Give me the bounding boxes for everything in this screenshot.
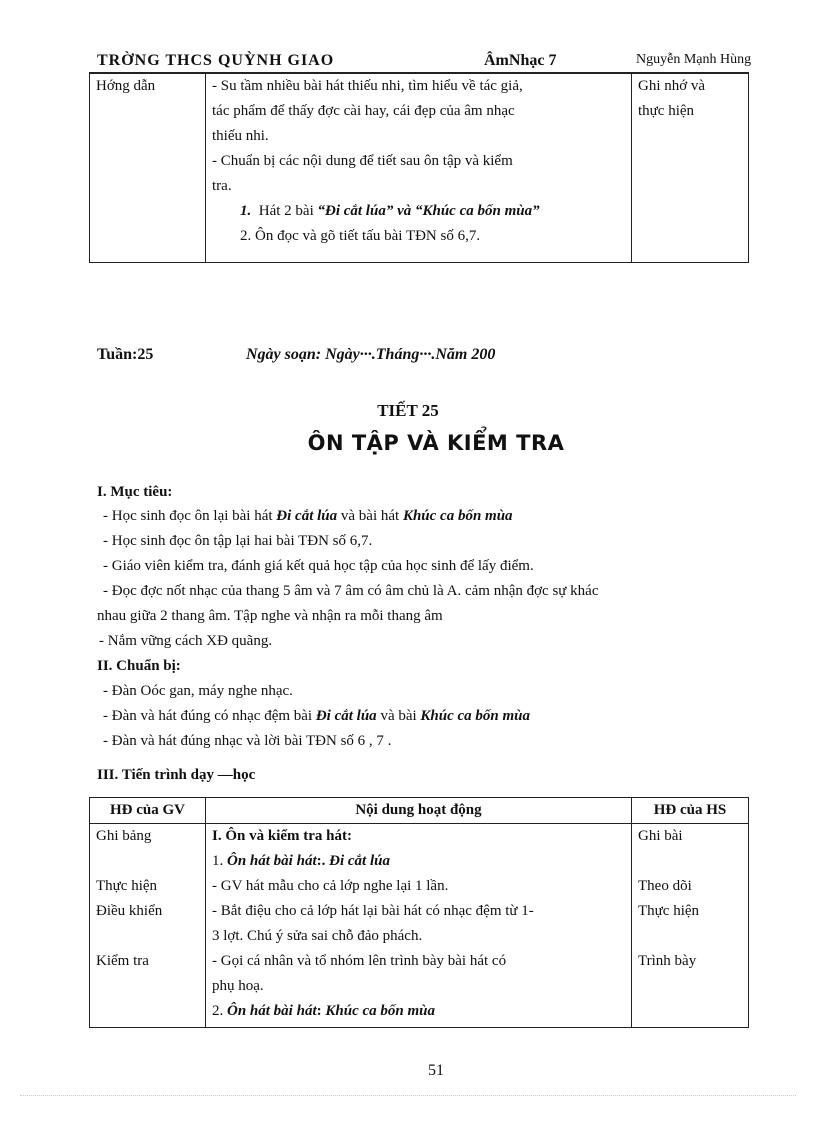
page-bottom-edge	[20, 1095, 796, 1096]
teacher-activity-blank	[96, 924, 199, 949]
song-title: Khúc ca bốn mùa	[402, 508, 513, 524]
student-activity: Trình bày	[638, 953, 697, 969]
preparation-text: và bài	[376, 708, 421, 724]
item-number: 1.	[240, 203, 252, 219]
guidance-item-2: 2. Ôn đọc và gõ tiết tấu bài TĐN số 6,7.	[240, 228, 481, 244]
guidance-line: tra.	[212, 178, 232, 194]
lesson-number: TIẾT 25	[377, 401, 439, 420]
teacher-activity: Điều khiển	[96, 903, 163, 919]
content-line: - Gọi cá nhân và tổ nhóm lên trình bày bài hát có	[212, 953, 507, 969]
item-text: Hát 2 bài	[258, 203, 318, 219]
guidance-line: - Su tầm nhiều bài hát thiếu nhi, tìm hiểu về tác giả,	[212, 78, 523, 94]
song-title: Đi cắt lúa	[276, 508, 338, 524]
objective-item-continued: nhau giữa 2 thang âm. Tập nghe và nhận ra mỗi thang âm	[97, 608, 443, 624]
objective-text: - Học sinh đọc ôn lại bài hát	[103, 508, 277, 524]
subheading-number: 1.	[212, 853, 227, 869]
content-subheading	[212, 999, 625, 1024]
content-line: 3 lợt. Chú ý sửa sai chỗ đảo phách.	[212, 928, 423, 944]
student-activity: Theo dõi	[638, 878, 692, 894]
guidance-left-cell	[90, 74, 206, 263]
content-cell	[206, 824, 632, 1028]
objective-text: và bài hát	[337, 508, 403, 524]
page-number: 51	[428, 1062, 444, 1079]
preparation-item: - Đàn và hát đúng nhạc và lời bài TĐN số 6 , 7 .	[103, 733, 392, 749]
song-title: Đi cắt lúa	[315, 708, 377, 724]
guidance-label: Hớng dẫn	[96, 78, 156, 94]
content-line: - Bắt điệu cho cả lớp hát lại bài hát có nhạc đệm từ 1-	[212, 903, 534, 919]
subject-name: ÂmNhạc 7	[484, 52, 557, 69]
guidance-right-line: Ghi nhớ và	[638, 78, 706, 94]
song-title: Đi cắt lúa	[329, 853, 390, 869]
preparation-item	[103, 704, 530, 729]
guidance-item-1	[212, 199, 625, 224]
student-activity: Ghi bài	[638, 828, 683, 844]
objective-item: - Đọc đợc nốt nhạc của thang 5 âm và 7 âm có âm chủ là A. cảm nhận đợc sự khác	[103, 583, 599, 599]
subheading-sep: :	[316, 1003, 326, 1019]
section-procedure-heading: III. Tiến trình dạy —học	[97, 767, 256, 783]
objective-item: - Giáo viên kiểm tra, đánh giá kết quả học tập của học sinh để lấy điểm.	[103, 558, 534, 574]
student-activity-blank	[638, 924, 742, 949]
guidance-table	[89, 73, 749, 263]
activity-table	[89, 797, 749, 1028]
guidance-line: thiếu nhi.	[212, 128, 269, 144]
song-title: Khúc ca bốn mùa	[325, 1003, 435, 1019]
content-subheading	[212, 849, 625, 874]
header-student: HĐ của HS	[632, 798, 749, 824]
header-content: Nội dung hoạt động	[206, 798, 632, 824]
prep-date: Ngày soạn: Ngày···.Tháng···.Năm 200	[246, 346, 496, 363]
student-activity-cell	[632, 824, 749, 1028]
guidance-right-cell	[632, 74, 749, 263]
objective-item	[103, 504, 513, 529]
student-activity-blank	[638, 849, 742, 874]
guidance-line: tác phẩm để thấy đợc cài hay, cái đẹp của âm nhạc	[212, 103, 515, 119]
header-teacher: HĐ của GV	[90, 798, 206, 824]
teacher-activity: Thực hiện	[96, 878, 158, 894]
preparation-item: - Đàn Oóc gan, máy nghe nhạc.	[103, 683, 293, 699]
teacher-activity-blank	[96, 849, 199, 874]
objective-item: - Học sinh đọc ôn tập lại hai bài TĐN số 6,7.	[103, 533, 373, 549]
week-label: Tuần:25	[97, 346, 154, 363]
content-line: - GV hát mẫu cho cả lớp nghe lại 1 lần.	[212, 878, 449, 894]
subheading-sep: :.	[316, 853, 330, 869]
school-name: TRỜNG THCS QUỲNH GIAO	[97, 52, 335, 69]
student-activity: Thực hiện	[638, 903, 700, 919]
section-objectives-heading: I. Mục tiêu:	[97, 484, 173, 500]
guidance-line: - Chuẩn bị các nội dung để tiết sau ôn tập và kiểm	[212, 153, 513, 169]
subheading-number: 2.	[212, 1003, 227, 1019]
teacher-activity: Ghi bảng	[96, 828, 152, 844]
lesson-title: ÔN TẬP VÀ KIỂM TRA	[307, 431, 565, 455]
subheading-label: Ôn hát bài hát	[227, 853, 317, 869]
item-songs: “Đi cắt lúa” và “Khúc ca bốn mùa”	[317, 203, 540, 219]
preparation-text: - Đàn và hát đúng có nhạc đệm bài	[103, 708, 316, 724]
content-heading: I. Ôn và kiểm tra hát:	[212, 828, 352, 844]
teacher-activity-cell	[90, 824, 206, 1028]
subheading-label: Ôn hát bài hát	[227, 1003, 317, 1019]
content-line: phụ hoạ.	[212, 978, 264, 994]
section-preparation-heading: II. Chuẩn bị:	[97, 658, 181, 674]
teacher-activity: Kiểm tra	[96, 953, 149, 969]
song-title: Khúc ca bốn mùa	[420, 708, 531, 724]
author-name: Nguyễn Mạnh Hùng	[636, 52, 752, 67]
guidance-content-cell	[206, 74, 632, 263]
objective-item: - Nắm vững cách XĐ quãng.	[99, 633, 273, 649]
guidance-right-line: thực hiện	[638, 103, 695, 119]
